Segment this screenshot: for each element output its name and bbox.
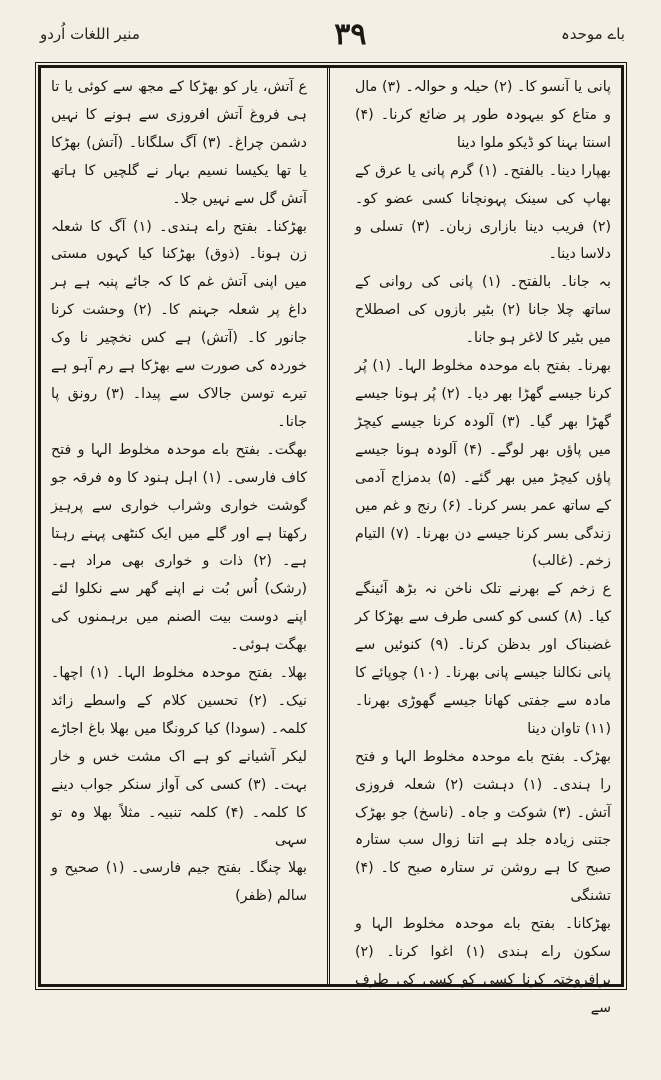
entry-paragraph: بھڑک۔ بفتح باے موحدہ مخلوط الہا و فتح را ہندی۔ (۱) دہشت (۲) شعلہ فروزی آتش۔ (۳) شوکت و جاہ۔ (ناسخ) جو بھڑک جتنی زیادہ جلد ہے اتنا زوال سب ستارہ صبح کا ہے روشن تر ستارہ صبح کا۔ (۴) تشنگی [355,748,612,905]
entry-paragraph: بھرنا۔ بفتح باے موحدہ مخلوط الہا۔ (۱) پُر کرنا جیسے گھڑا بھر دیا۔ (۲) پُر ہونا جیسے گھڑا بھر گیا۔ (۳) آلودہ کرنا جیسے کیچڑ میں پاؤں بھر لوگے۔ (۴) آلودہ ہونا جیسے پاؤں کیچڑ میں بھر گئے۔ (۵) بدمزاج آدمی کے ساتھ عمر بسر کرنا۔ (۶) رنج و غم میں زندگی بسر کرنا جیسے دن بھرنا۔ (۷) التیام زخم۔ (غالب) [355,358,611,570]
entry-paragraph: بھلا چنگا۔ بفتح جیم فارسی۔ (۱) صحیح و سالم (ظفر) [51,860,307,905]
entry-paragraph: ع زخم کے بھرنے تلک ناخن نہ بڑھ آئینگے کیا۔ (۸) کسی کو کسی طرف سے بھڑکا کر غضبناک اور بدظن کرنا۔ (۹) کنوئیں سے پانی نکالنا جیسے پانی بھرنا۔ (۱۰) چوپائے کا مادہ سے جفتی کھانا جیسے گھوڑی بھرنا۔ (۱۱) تاوان دینا [355,581,611,737]
column-divider [327,68,330,984]
entry-paragraph: پانی یا آنسو کا۔ (۲) حیلہ و حوالہ۔ (۳) مال و متاع کو بیہودہ طور پر ضائع کرنا۔ (۴) اسنتا بہنا کو ڈیکو ملوا دینا [355,79,611,151]
left-column [45,74,313,978]
entry-paragraph: بھڑکنا۔ بفتح راے ہندی۔ (۱) آگ کا شعلہ زن ہونا۔ (ذوق) بھڑکنا کیا کہوں مستی میں اپنی آتش غم کا کہ جائے پنبہ ہے ہر داغ پر شعلہ جہنم کا۔ (۲) وحشت کرنا جانور کا۔ (آتش) ہے کس نخچیر نا وک خوردہ کی صورت سے بھڑکا ہے رم آہو ہے تیرے توسن جالاک سے پیدا۔ (۳) رونق پا جانا۔ [51,218,307,430]
book-title: منیر اللغات اُردو [40,25,140,43]
section-title: باے موحدہ [560,25,625,43]
entry-paragraph: بھپارا دینا۔ بالفتح۔ (۱) گرم پانی یا عرق کے بھاپ کی سینک پہونچانا کسی عضو کو۔ (۲) فریب دینا بازاری زبان۔ (۳) تسلی و دلاسا دینا۔ [355,162,611,263]
entry-paragraph: بھگت۔ بفتح باے موحدہ مخلوط الہا و فتح کاف فارسی۔ (۱) اہل ہنود کا وہ فرقہ جو گوشت خواری وشراب خواری سے پرہیز رکھتا ہے اور گلے میں ایک کنٹھی پہنے رہتا ہے۔ (۲) ذات و خواری بھی مراد ہے۔ (رشک) اُس بُت نے اپنے گھر سے نکلوا لئے اپنے دوست بیت الصنم میں برہمنوں کی بھگت ہوئی۔ [51,441,308,654]
entry-paragraph: بھڑکانا۔ بفتح باے موحدہ مخلوط الہا و سکون راے ہندی (۱) اغوا کرنا۔ (۲) برافروختہ کرنا کسی کو کسی کی طرف سے [355,916,611,1016]
entry-paragraph: بھلا۔ بفتح موحدہ مخلوط الہا۔ (۱) اچھا۔ نیک۔ (۲) تحسین کلام کے واسطے زائد کلمہ۔ (سودا) کیا کرونگا میں بھلا باغ اجاڑے لیکر آشیانے کو ہے اک مشت خس و خار بہت۔ (۳) کسی کی آواز سنکر جواب دینے کا کلمہ۔ (۴) کلمہ تنبیہ۔ مثلاً بھلا وہ تو سہی [51,665,307,849]
page-header [40,12,625,56]
page-frame [38,65,624,1016]
entry-paragraph: ع آتش، یار کو بھڑکا کے مجھ سے کوئی یا تا ہی فروغ آتش افروزی سے ہونے کا نہیں دشمن چراغ۔ (۳) آگ سلگانا۔ (آتش) بھڑکا یا تھا یکیسا نسیم بہار نے گلچیں کا ہاتھ آتش گل سے نہیں جلا۔ [51,79,307,207]
entry-paragraph: بہ جانا۔ بالفتح۔ (۱) پانی کی روانی کے ساتھ چلا جانا (۲) بٹیر بازوں کی اصطلاح میں بٹیر کا لاغر ہو جانا۔ [355,274,612,347]
page-number: ۳۹ [334,16,367,52]
right-column [349,74,617,1016]
